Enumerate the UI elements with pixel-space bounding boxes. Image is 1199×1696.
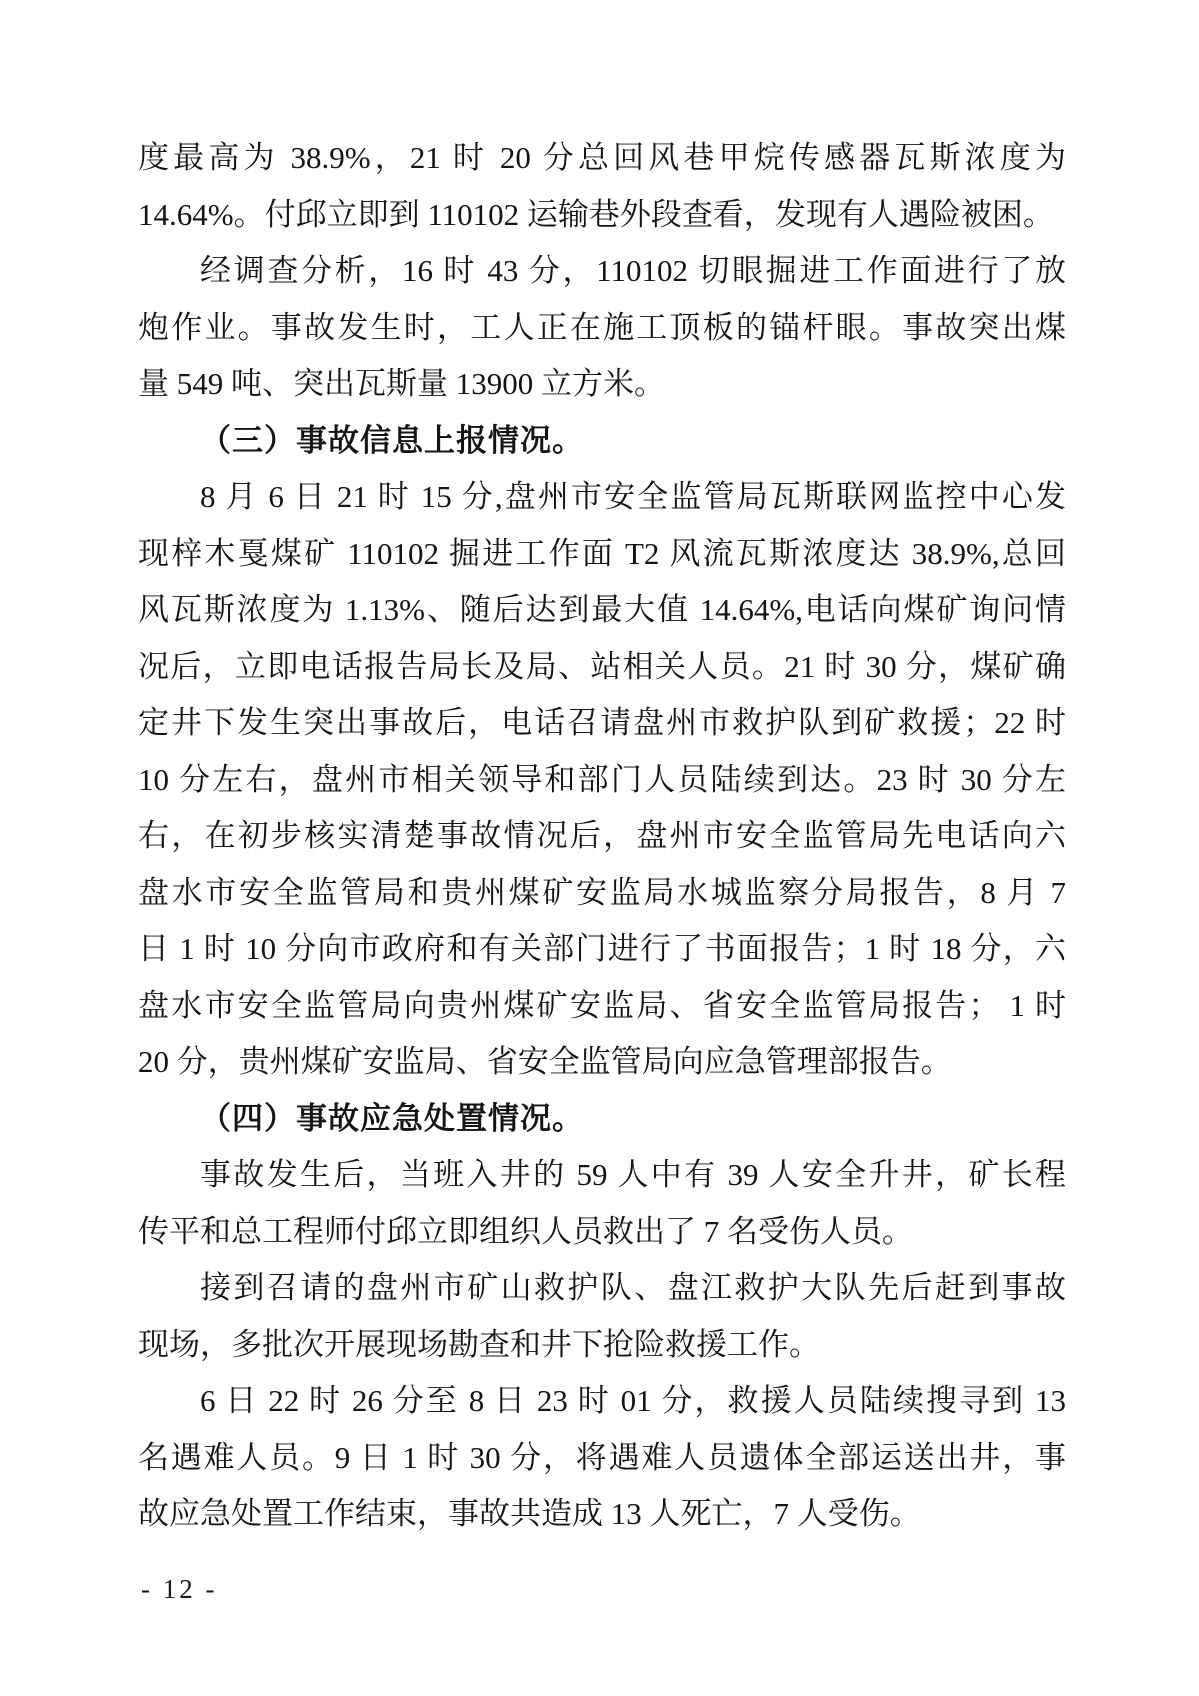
heading-line: （四）事故应急处置情况。 [200,1100,584,1136]
text-line: 20 分，贵州煤矿安监局、省安全监管局向应急管理部报告。 [138,1044,952,1079]
section-heading [138,1091,1066,1148]
document-body [138,130,1066,1543]
text-line: 炮作业。事故发生时，工人正在施工顶板的锚杆眼。事故突出煤 [138,309,1066,345]
text-line: 14.64%。付邱立即到 110102 运输巷外段查看，发现有人遇险被困。 [138,196,1054,232]
text-line: 右，在初步核实清楚事故情况后，盘州市安全监管局先电话向六 [138,818,1066,853]
text-line: 况后，立即电话报告局长及局、站相关人员。21 时 30 分，煤矿确 [138,648,1066,684]
text-line: 经调查分析，16 时 43 分，110102 切眼掘进工作面进行了放 [200,253,1066,288]
paragraph [138,1260,1066,1373]
text-line: 名遇难人员。9 日 1 时 30 分，将遇难人员遗体全部运送出井，事 [138,1439,1066,1475]
text-line: 日 1 时 10 分向市政府和有关部门进行了书面报告；1 时 18 分，六 [138,931,1066,966]
text-line: 风瓦斯浓度为 1.13%、随后达到最大值 14.64%,电话向煤矿询问情 [138,592,1066,627]
text-line: 度最高为 38.9%，21 时 20 分总回风巷甲烷传感器瓦斯浓度为 [138,140,1066,175]
text-line: 8 月 6 日 21 时 15 分,盘州市安全监管局瓦斯联网监控中心发 [200,479,1066,514]
text-line: 现梓木戛煤矿 110102 掘进工作面 T2 风流瓦斯浓度达 38.9%,总回 [138,535,1066,571]
text-line: 6 日 22 时 26 分至 8 日 23 时 01 分，救援人员陆续搜寻到 13 [200,1383,1066,1418]
paragraph [138,469,1066,1091]
text-line: 盘水市安全监管局和贵州煤矿安监局水城监察分局报告，8 月 7 [138,874,1066,910]
paragraph [138,1373,1066,1543]
paragraph [138,1147,1066,1260]
text-line: 传平和总工程师付邱立即组织人员救出了 7 名受伤人员。 [138,1213,913,1249]
heading-line: （三）事故信息上报情况。 [200,422,584,458]
paragraph [138,243,1066,413]
section-heading [138,413,1066,470]
text-line: 盘水市安全监管局向贵州煤矿安监局、省安全监管局报告； 1 时 [138,987,1066,1023]
text-line: 定井下发生突出事故后，电话召请盘州市救护队到矿救援；22 时 [138,705,1066,740]
text-line: 现场，多批次开展现场勘查和井下抢险救援工作。 [138,1326,820,1362]
text-line: 事故发生后，当班入井的 59 人中有 39 人安全升井，矿长程 [200,1157,1066,1192]
page-number: - 12 - [141,1574,218,1604]
text-line: 接到召请的盘州市矿山救护队、盘江救护大队先后赶到事故 [200,1270,1066,1305]
text-line: 量 549 吨、突出瓦斯量 13900 立方米。 [138,366,665,401]
text-line: 10 分左右，盘州市相关领导和部门人员陆续到达。23 时 30 分左 [138,761,1066,797]
text-line: 故应急处置工作结束，事故共造成 13 人死亡，7 人受伤。 [138,1496,921,1531]
paragraph [138,130,1066,243]
